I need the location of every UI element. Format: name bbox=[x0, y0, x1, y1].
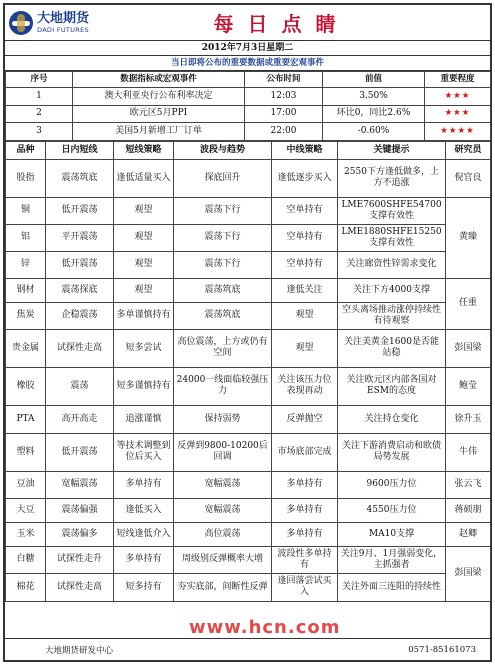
variety-name: 玉米 bbox=[6, 522, 46, 546]
variety-name: 焦炭 bbox=[6, 302, 46, 329]
short-strategy: 短多谨慎持有 bbox=[114, 367, 174, 405]
page-title: 每日点睛 bbox=[213, 12, 350, 36]
header bbox=[5, 5, 490, 41]
market-row bbox=[6, 471, 491, 498]
report-frame bbox=[3, 3, 492, 662]
key-tip: 关注持仓变化 bbox=[338, 405, 446, 433]
short-strategy: 观望 bbox=[114, 251, 174, 278]
mid-strategy: 市场底部完成 bbox=[272, 433, 338, 471]
event-row bbox=[6, 105, 491, 123]
market-row bbox=[6, 522, 491, 546]
variety-name: 大豆 bbox=[6, 498, 46, 522]
variety-name: 塑料 bbox=[6, 433, 46, 471]
analyst-name: 徐升玉 bbox=[446, 405, 491, 433]
analyst-name: 鲍莹 bbox=[446, 367, 491, 405]
key-tip: 关注下方4000支撑 bbox=[338, 278, 446, 302]
mid-strategy: 波段性多单持有 bbox=[272, 546, 338, 573]
watermark: www.hcn.com bbox=[189, 617, 341, 638]
swing-trend: 震荡下行 bbox=[174, 224, 272, 251]
intraday-view: 震荡探底 bbox=[46, 278, 114, 302]
variety-name: 白糖 bbox=[6, 546, 46, 573]
mid-strategy: 多单持有 bbox=[272, 522, 338, 546]
analyst-name: 牛伟 bbox=[446, 433, 491, 471]
mid-strategy: 空单持有 bbox=[272, 251, 338, 278]
market-row bbox=[6, 367, 491, 405]
event-no: 2 bbox=[6, 105, 73, 123]
key-tip: MA10支撑 bbox=[338, 522, 446, 546]
short-strategy: 追涨谨慎 bbox=[114, 405, 174, 433]
swing-trend: 探底回升 bbox=[174, 159, 272, 197]
mid-strategy: 逢回落尝试买入 bbox=[272, 573, 338, 601]
swing-trend: 夯实底部，间断性反弹 bbox=[174, 573, 272, 601]
market-row bbox=[6, 224, 491, 251]
market-row bbox=[6, 278, 491, 302]
swing-trend: 保持弱势 bbox=[174, 405, 272, 433]
key-tip: 空头离场推动涨停持续性有待观察 bbox=[338, 302, 446, 329]
intraday-view: 震荡 bbox=[46, 367, 114, 405]
short-strategy: 等技术调整到位后买入 bbox=[114, 433, 174, 471]
footer-company: 大地期货研发中心 bbox=[45, 645, 114, 656]
mid-strategy: 观望 bbox=[272, 329, 338, 367]
mid-strategy: 逢低逐步买入 bbox=[272, 159, 338, 197]
swing-trend: 高位震荡 bbox=[174, 522, 272, 546]
key-tip: 关注欧元区内部各国对ESM的态度 bbox=[338, 367, 446, 405]
intraday-view: 试探性走高 bbox=[46, 329, 114, 367]
intraday-view: 试探性走升 bbox=[46, 546, 114, 573]
event-row bbox=[6, 88, 491, 106]
market-row bbox=[6, 197, 491, 224]
market-row bbox=[6, 433, 491, 471]
analyst-name: 黄臻 bbox=[446, 197, 491, 278]
variety-name: 锌 bbox=[6, 251, 46, 278]
short-strategy: 多单持有 bbox=[114, 546, 174, 573]
col-header-mid-strategy: 中线策略 bbox=[272, 141, 338, 159]
variety-name: 铝 bbox=[6, 224, 46, 251]
short-strategy: 短多尝试 bbox=[114, 329, 174, 367]
short-strategy: 多单持有 bbox=[114, 471, 174, 498]
intraday-view: 试探性走高 bbox=[46, 573, 114, 601]
col-header-analyst: 研究员 bbox=[446, 141, 491, 159]
intraday-view: 低开震荡 bbox=[46, 433, 114, 471]
short-strategy: 逢低买入 bbox=[114, 498, 174, 522]
col-header-importance: 重要程度 bbox=[425, 72, 491, 88]
market-row bbox=[6, 302, 491, 329]
event-time: 22:00 bbox=[245, 123, 323, 141]
event-time: 12:03 bbox=[245, 88, 323, 106]
swing-trend: 反弹到9800-10200后回调 bbox=[174, 433, 272, 471]
market-row bbox=[6, 159, 491, 197]
events-section-title: 当日即将公布的重要数据或重要宏观事件 bbox=[5, 56, 490, 71]
mid-strategy: 多单持有 bbox=[272, 498, 338, 522]
logo-name-cn: 大地期货 bbox=[37, 10, 90, 26]
event-previous-value: 3.50% bbox=[323, 88, 425, 106]
market-row bbox=[6, 329, 491, 367]
intraday-view: 低开震荡 bbox=[46, 197, 114, 224]
event-no: 1 bbox=[6, 88, 73, 106]
mid-strategy: 多单持有 bbox=[272, 471, 338, 498]
short-strategy: 观望 bbox=[114, 197, 174, 224]
key-tip: 关注9月、1月强弱变化，主抓强者 bbox=[338, 546, 446, 573]
variety-name: 贵金属 bbox=[6, 329, 46, 367]
swing-trend: 周级别反弹概率大增 bbox=[174, 546, 272, 573]
mid-strategy: 逢低关注 bbox=[272, 278, 338, 302]
events-table bbox=[5, 71, 491, 141]
mid-strategy: 空单持有 bbox=[272, 224, 338, 251]
col-header-short-strategy: 短线策略 bbox=[114, 141, 174, 159]
col-header-time: 公布时间 bbox=[245, 72, 323, 88]
analyst-name: 彭国梁 bbox=[446, 546, 491, 601]
variety-name: 铜 bbox=[6, 197, 46, 224]
mid-strategy: 反弹抛空 bbox=[272, 405, 338, 433]
col-header-variety: 品种 bbox=[6, 141, 46, 159]
footer-phone: 0571-85161073 bbox=[408, 644, 476, 655]
key-tip: 关注下游消费启动和欧债局势发展 bbox=[338, 433, 446, 471]
short-strategy: 短线逢低介入 bbox=[114, 522, 174, 546]
event-no: 3 bbox=[6, 123, 73, 141]
analyst-name: 任重 bbox=[446, 278, 491, 329]
intraday-view: 震荡偏多 bbox=[46, 522, 114, 546]
analyst-name: 倪官良 bbox=[446, 159, 491, 197]
market-header-row bbox=[6, 141, 491, 159]
mid-strategy: 空单持有 bbox=[272, 197, 338, 224]
variety-name: 股指 bbox=[6, 159, 46, 197]
market-row bbox=[6, 546, 491, 573]
key-tip: 4550压力位 bbox=[338, 498, 446, 522]
analyst-name: 赵卿 bbox=[446, 522, 491, 546]
importance-stars: ★★★ bbox=[425, 88, 491, 106]
market-row bbox=[6, 251, 491, 278]
col-header-key-tip: 关键提示 bbox=[338, 141, 446, 159]
swing-trend: 震荡筑底 bbox=[174, 302, 272, 329]
col-header-prev: 前值 bbox=[323, 72, 425, 88]
key-tip: 9600压力位 bbox=[338, 471, 446, 498]
key-tip: 2550下方逢低做多，上方不追涨 bbox=[338, 159, 446, 197]
events-header-row bbox=[6, 72, 491, 88]
variety-name: PTA bbox=[6, 405, 46, 433]
variety-name: 橡胶 bbox=[6, 367, 46, 405]
analyst-name: 彭国梁 bbox=[446, 329, 491, 367]
analyst-name: 张云飞 bbox=[446, 471, 491, 498]
event-previous-value: 环比0，同比2.6% bbox=[323, 105, 425, 123]
footer bbox=[5, 638, 490, 660]
key-tip: LME1880SHFE15250支撑有效性 bbox=[338, 224, 446, 251]
swing-trend: 震荡下行 bbox=[174, 197, 272, 224]
swing-trend: 24000一线面临较强压力 bbox=[174, 367, 272, 405]
col-header-no: 序号 bbox=[6, 72, 73, 88]
intraday-view: 企稳震荡 bbox=[46, 302, 114, 329]
intraday-view: 低开震荡 bbox=[46, 251, 114, 278]
logo-text bbox=[37, 12, 89, 34]
market-row bbox=[6, 573, 491, 601]
key-tip: 关注廊资性锌需求变化 bbox=[338, 251, 446, 278]
swing-trend: 宽幅震荡 bbox=[174, 498, 272, 522]
intraday-view: 平开震荡 bbox=[46, 224, 114, 251]
importance-stars: ★★★★ bbox=[425, 123, 491, 141]
col-header-swing-trend: 波段与趋势 bbox=[174, 141, 272, 159]
key-tip: 关注外面三连阳的持续性 bbox=[338, 573, 446, 601]
variety-name: 钢材 bbox=[6, 278, 46, 302]
brand-logo bbox=[5, 5, 133, 41]
logo-name-en: DADI FUTURES bbox=[37, 25, 89, 34]
key-tip: LME7600SHFE54700支撑有效性 bbox=[338, 197, 446, 224]
swing-trend: 震荡筑底 bbox=[174, 278, 272, 302]
event-name: 美国5月新增工厂订单 bbox=[73, 123, 245, 141]
key-tip: 关注美黄金1600是否能站稳 bbox=[338, 329, 446, 367]
report-date: 2012年7月3日星期二 bbox=[5, 41, 490, 56]
short-strategy: 逢低适量买入 bbox=[114, 159, 174, 197]
market-row bbox=[6, 405, 491, 433]
intraday-view: 震荡偏强 bbox=[46, 498, 114, 522]
intraday-view: 震荡筑底 bbox=[46, 159, 114, 197]
market-row bbox=[6, 498, 491, 522]
intraday-view: 宽幅震荡 bbox=[46, 471, 114, 498]
short-strategy: 短多持有 bbox=[114, 573, 174, 601]
short-strategy: 观望 bbox=[114, 224, 174, 251]
col-header-event: 数据指标或宏观事件 bbox=[73, 72, 245, 88]
mid-strategy: 关注该压力位表现再动 bbox=[272, 367, 338, 405]
analyst-name: 蒋硕朋 bbox=[446, 498, 491, 522]
swing-trend: 宽幅震荡 bbox=[174, 471, 272, 498]
event-time: 17:00 bbox=[245, 105, 323, 123]
event-previous-value: -0.60% bbox=[323, 123, 425, 141]
mid-strategy: 观望 bbox=[272, 302, 338, 329]
variety-name: 豆油 bbox=[6, 471, 46, 498]
variety-name: 棉花 bbox=[6, 573, 46, 601]
swing-trend: 高位震荡，上方或仍有空间 bbox=[174, 329, 272, 367]
event-name: 欧元区5月PPI bbox=[73, 105, 245, 123]
logo-mark-icon bbox=[9, 11, 33, 35]
short-strategy: 多单谨慎持有 bbox=[114, 302, 174, 329]
event-name: 澳大利亚央行公布利率决定 bbox=[73, 88, 245, 106]
event-row bbox=[6, 123, 491, 141]
intraday-view: 高开高走 bbox=[46, 405, 114, 433]
swing-trend: 震荡下行 bbox=[174, 251, 272, 278]
short-strategy: 观望 bbox=[114, 278, 174, 302]
importance-stars: ★★★ bbox=[425, 105, 491, 123]
market-table bbox=[5, 141, 491, 602]
col-header-intraday: 日内短线 bbox=[46, 141, 114, 159]
